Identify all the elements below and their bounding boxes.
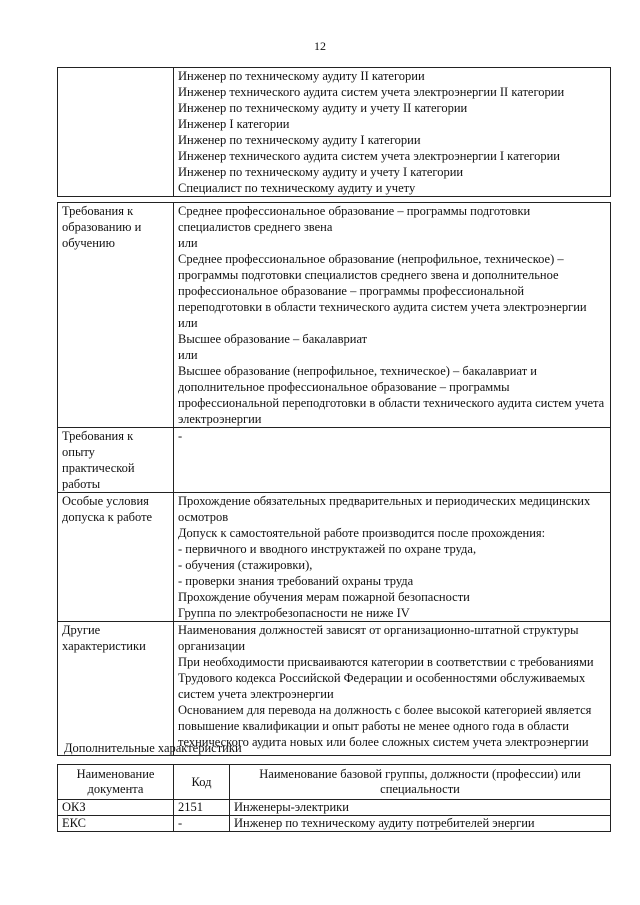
content-line: Допуск к самостоятельной работе производится после прохождения:	[178, 526, 546, 540]
content-line: или	[178, 348, 198, 362]
positions-list-cell	[174, 68, 611, 197]
name-cell: Инженеры-электрики	[230, 800, 611, 816]
row-content	[174, 428, 611, 493]
position-item: Инженер технического аудита систем учета электроэнергии I категории	[178, 149, 561, 163]
table-row	[58, 816, 611, 832]
section-title: Дополнительные характеристики	[64, 741, 242, 755]
doc-cell: ЕКС	[58, 816, 174, 832]
content-line: Среднее профессиональное образование – программы подготовки специалистов среднего звена	[178, 204, 531, 234]
header-cell: Наименование документа	[58, 765, 174, 800]
content-line: Прохождение обязательных предварительных и периодических медицинских осмотров	[178, 494, 591, 524]
requirements-row-experience	[58, 428, 611, 493]
position-item: Инженер по техническому аудиту и учету II категории	[178, 101, 468, 115]
row-label: Требования к опыту практической работы	[58, 428, 174, 493]
requirements-row-other	[58, 622, 611, 756]
code-cell: -	[174, 816, 230, 832]
content-line: Высшее образование (непрофильное, техническое) – бакалавриат и дополнительное профессиональное образование – программы профессиональной переподготовки в области технического аудита систем учета электроэнергии	[178, 364, 605, 426]
header-cell: Наименование базовой группы, должности (профессии) или специальности	[230, 765, 611, 800]
position-item: Инженер по техническому аудиту I категории	[178, 133, 421, 147]
row-label: Требования к образованию и обучению	[58, 203, 174, 428]
doc-cell: ОКЗ	[58, 800, 174, 816]
content-line: - обучения (стажировки),	[178, 558, 313, 572]
positions-empty-cell	[58, 68, 174, 197]
row-label: Другие характеристики	[58, 622, 174, 756]
positions-table	[57, 67, 611, 197]
header-cell: Код	[174, 765, 230, 800]
position-item: Инженер технического аудита систем учета электроэнергии II категории	[178, 85, 565, 99]
positions-row	[58, 68, 611, 197]
position-item: Инженер по техническому аудиту и учету I категории	[178, 165, 464, 179]
content-line: Высшее образование – бакалавриат	[178, 332, 368, 346]
additional-header-row	[58, 765, 611, 800]
requirements-table	[57, 202, 611, 756]
table-row	[58, 800, 611, 816]
content-line: Прохождение обучения мерам пожарной безопасности	[178, 590, 470, 604]
position-item: Инженер I категории	[178, 117, 290, 131]
content-line: Группа по электробезопасности не ниже IV	[178, 606, 410, 620]
content-line: - проверки знания требований охраны труда	[178, 574, 414, 588]
content-line: или	[178, 236, 198, 250]
position-item: Инженер по техническому аудиту II категории	[178, 69, 425, 83]
requirements-row-education	[58, 203, 611, 428]
content-line: -	[178, 429, 183, 443]
position-item: Специалист по техническому аудиту и учету	[178, 181, 416, 195]
name-cell: Инженер по техническому аудиту потребителей энергии	[230, 816, 611, 832]
content-line: При необходимости присваиваются категории в соответствии с требованиями Трудового кодекса Российской Федерации и особенностями обслуживаемых систем учета электроэнергии	[178, 655, 594, 701]
content-line: - первичного и вводного инструктажей по охране труда,	[178, 542, 477, 556]
content-line: Наименования должностей зависят от организационно-штатной структуры организации	[178, 623, 579, 653]
code-cell: 2151	[174, 800, 230, 816]
content-line: Среднее профессиональное образование (непрофильное, техническое) – программы подготовки специалистов среднего звена и дополнительное профессиональное образование – программы профессиональной переподготовки в области технического аудита систем учета электроэнергии	[178, 252, 587, 314]
row-content	[174, 493, 611, 622]
row-label: Особые условия допуска к работе	[58, 493, 174, 622]
page-number: 12	[314, 39, 326, 53]
content-line: или	[178, 316, 198, 330]
row-content	[174, 622, 611, 756]
content-line: Основанием для перевода на должность с более высокой категорией является повышение квалификации и опыт работы не менее одного года в области технического аудита новых или более сложных систем учета электроэнергии	[178, 703, 592, 749]
additional-table	[57, 764, 611, 832]
requirements-row-conditions	[58, 493, 611, 622]
row-content	[174, 203, 611, 428]
